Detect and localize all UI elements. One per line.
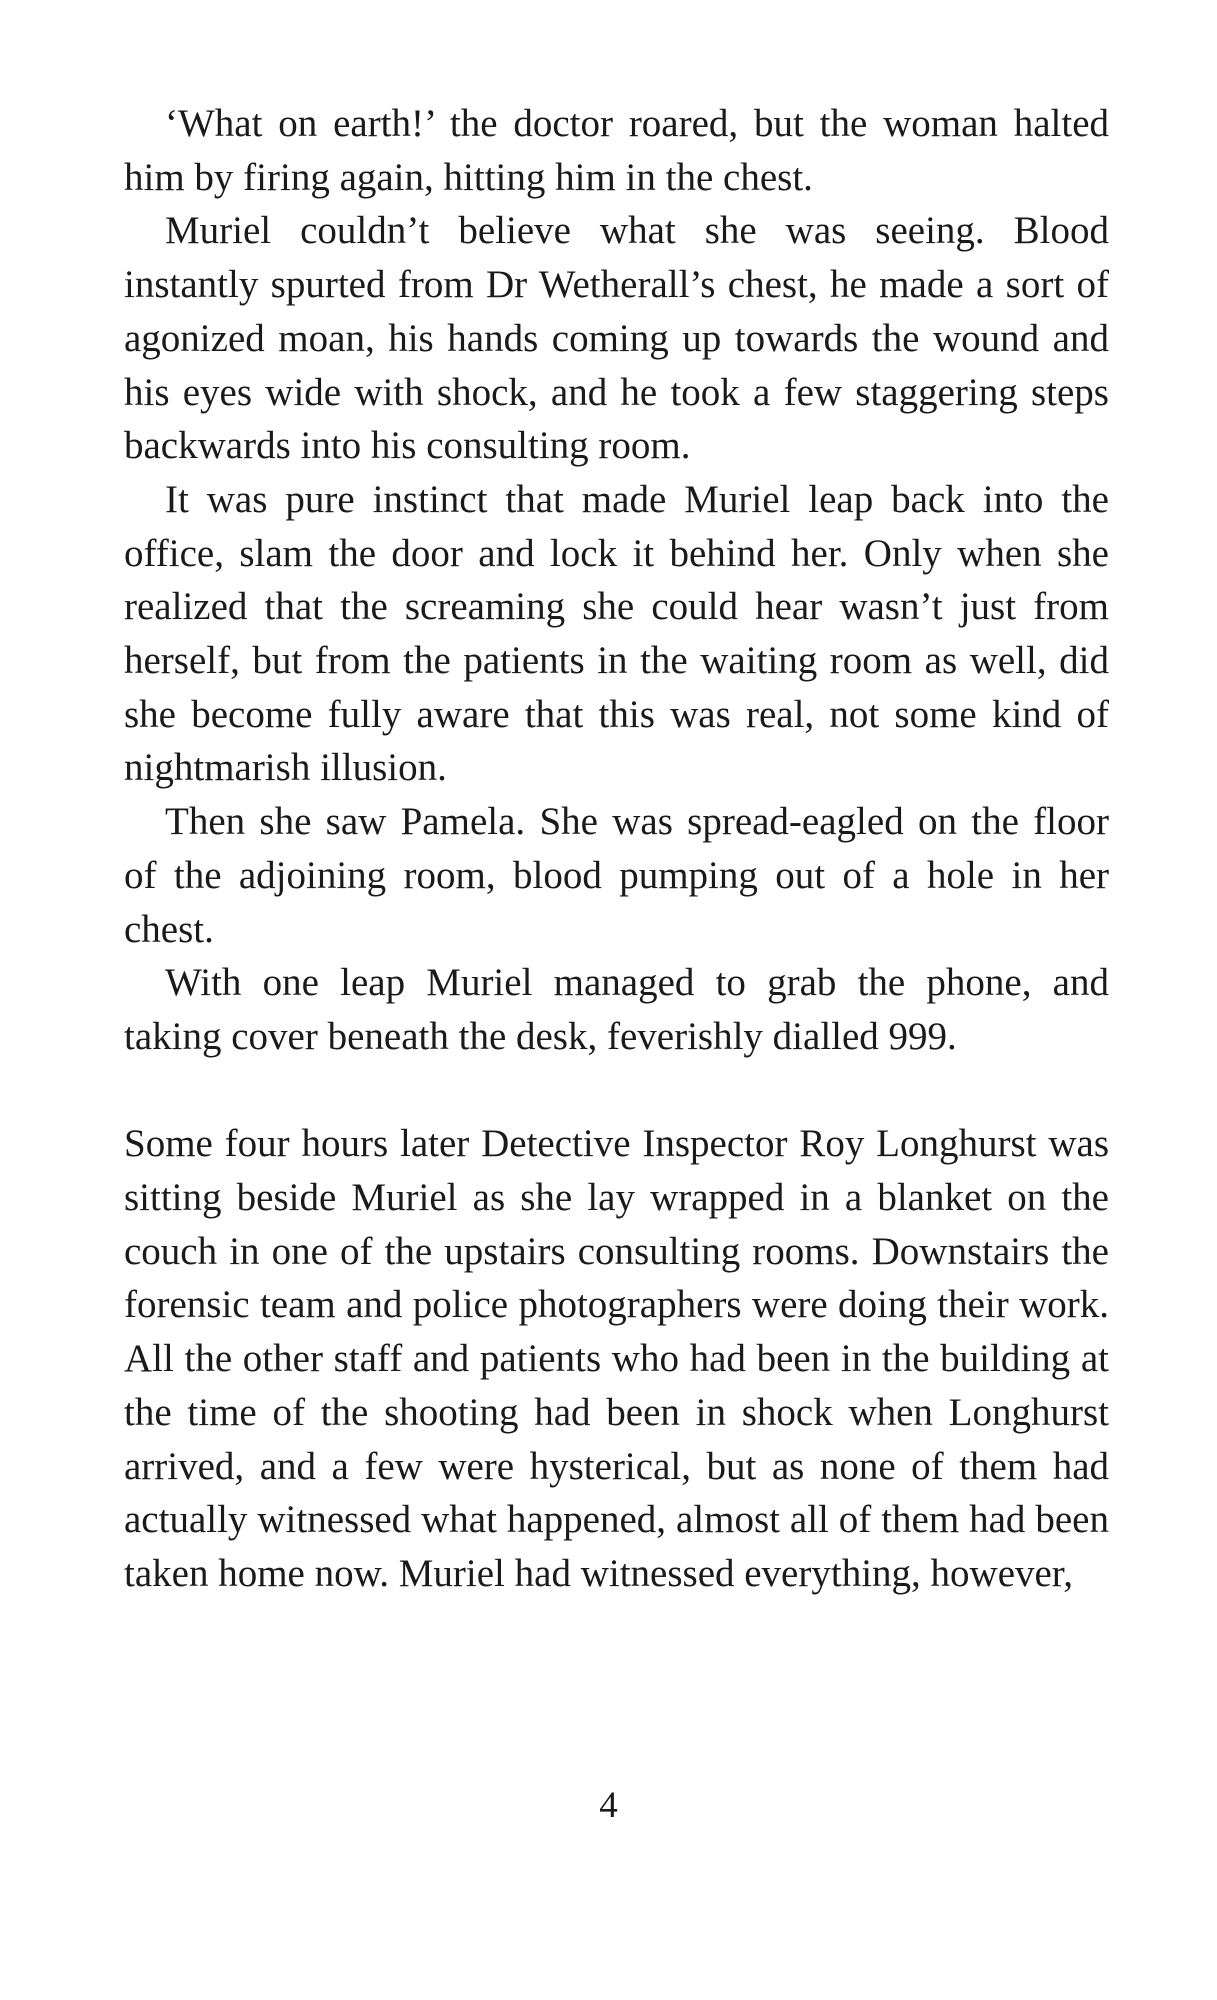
paragraph-4: Then she saw Pamela. She was spread-eagled on the floor of the adjoining room, blood pumping out of a hole in her chest. — [124, 800, 1109, 951]
paragraph-5: With one leap Muriel managed to grab the phone, and taking cover beneath the desk, feverishly dialled 999. — [124, 961, 1109, 1058]
page-number: 4 — [599, 1785, 618, 1826]
paragraph-6: Some four hours later Detective Inspector Roy Longhurst was sitting beside Muriel as she lay wrapped in a blanket on the couch in one of the upstairs consulting rooms. Downstairs the forensic team and police photographers were doing their work. All the other staff and patients who had been in the building at the time of the shooting had been in shock when Longhurst arrived, and a few were hysterical, but as none of them had actually witnessed what happened, almost all of them had been taken home now. Muriel had witnessed everything, however, — [124, 1122, 1109, 1595]
paragraph-1: ‘What on earth!’ the doctor roared, but the woman halted him by firing again, hitting him in the chest. — [124, 102, 1109, 199]
body-text — [124, 97, 1109, 1601]
paragraph-3: It was pure instinct that made Muriel leap back into the office, slam the door and lock it behind her. Only when she realized that the screaming she could hear wasn’t just from herself, but from the patients in the waiting room as well, did she become fully aware that this was real, not some kind of nightmarish illusion. — [124, 477, 1109, 790]
section-break — [124, 1064, 1109, 1118]
paragraph-2: Muriel couldn’t believe what she was seeing. Blood instantly spurted from Dr Wetherall’s chest, he made a sort of agonized moan, his hands coming up towards the wound and his eyes wide with shock, and he took a few staggering steps backwards into his consulting room. — [124, 209, 1109, 468]
